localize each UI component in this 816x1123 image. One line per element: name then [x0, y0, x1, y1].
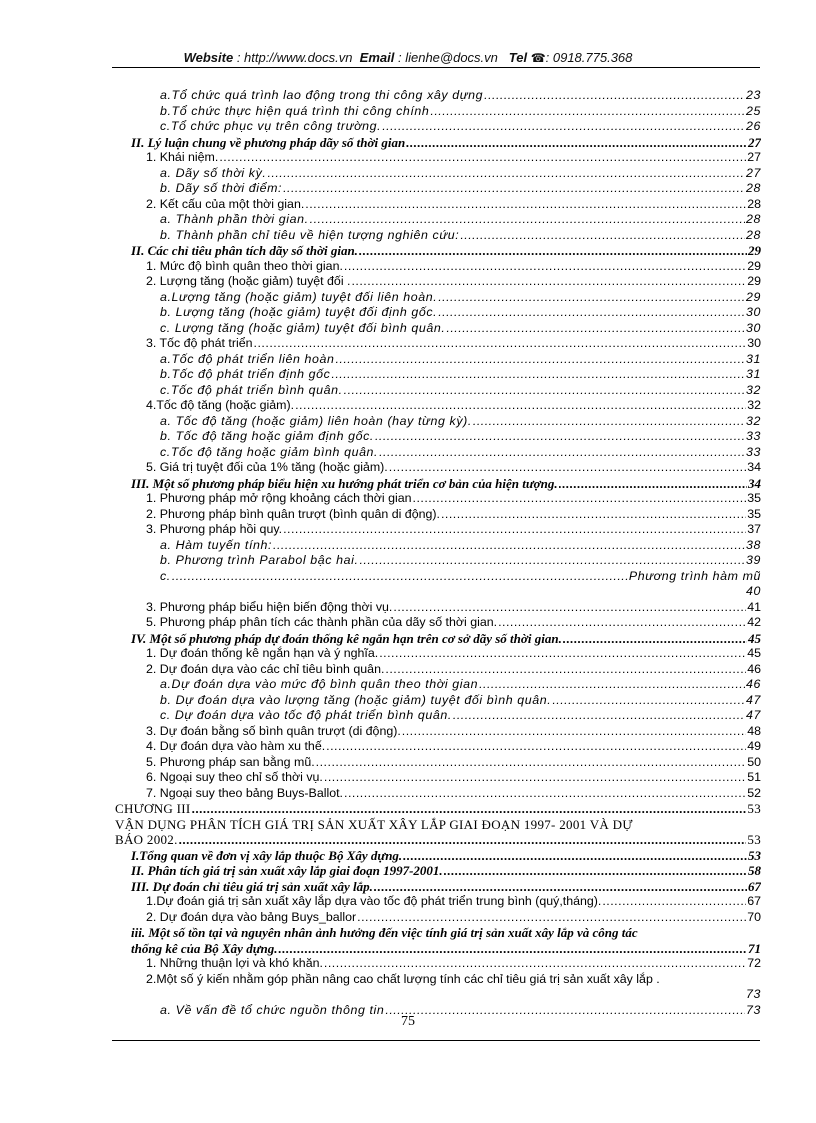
toc-entry [115, 522, 761, 538]
toc-entry [115, 181, 761, 197]
toc-entry [115, 135, 761, 151]
toc-entry-title: 2. Lượng tăng (hoặc giảm) tuyệt đối . [146, 274, 351, 288]
toc-leader-dots [441, 507, 746, 523]
toc-entry-title: 1. Phương pháp mở rộng khoảng cách thời gian [146, 491, 412, 505]
toc-leader-dots [552, 693, 745, 709]
toc-entry-title: 2. Dự đoán dựa vào bảng Buys_ballor [146, 909, 357, 924]
toc-entry [115, 321, 761, 337]
toc-leader-dots [563, 631, 747, 647]
toc-entry-title: VẬN DỤNG PHÂN TÍCH GIÁ TRỊ SẢN XUẤT XÂY LẮP GIAI ĐOẠN 1997- 2001 VÀ DỰ [115, 816, 633, 832]
toc-leader-dots [453, 708, 745, 724]
toc-leader-dots [359, 243, 747, 259]
toc-leader-dots [379, 646, 746, 662]
toc-leader-dots [267, 166, 745, 182]
toc-entry-page: 39 [746, 553, 761, 567]
toc-entry [115, 770, 761, 786]
toc-entry-page: Phương trình hàm mũ [628, 568, 761, 583]
toc-leader-dots [179, 832, 747, 848]
toc-leader-dots [172, 569, 628, 585]
toc-entry-page: 31 [746, 367, 761, 381]
toc-leader-dots [413, 491, 747, 507]
toc-entry-title: CHƯƠNG III [115, 801, 191, 816]
toc-entry-page: 34 [748, 475, 761, 491]
toc-entry-title: b. Lượng tăng (hoặc giảm) tuyệt đối định gốc. [160, 305, 438, 319]
toc-entry-title: a.Dự đoán dựa vào mức độ bình quân theo thời gian [160, 677, 479, 691]
toc-entry-page: 32 [747, 398, 761, 412]
toc-entry-page: 35 [747, 491, 761, 505]
toc-leader-dots [479, 677, 745, 693]
toc-leader-dots [602, 894, 746, 910]
toc-entry-title: 3. Tốc độ phát triển [146, 336, 253, 350]
page-header [0, 50, 816, 65]
toc-entry-page: 35 [747, 506, 761, 521]
toc-entry-page: 53 [747, 832, 761, 847]
toc-leader-dots [254, 336, 747, 352]
toc-entry [115, 646, 761, 662]
toc-entry-page: 67 [747, 894, 761, 908]
toc-entry [115, 848, 761, 864]
toc-entry [115, 631, 761, 647]
toc-entry-title: 2. Dự đoán dựa vào các chỉ tiêu bình quân. [146, 661, 385, 676]
toc-entry [115, 212, 761, 228]
toc-entry-page: 28 [746, 227, 761, 242]
toc-entry-page: 28 [746, 181, 761, 195]
toc-entry-title: BÁO 2002. [115, 832, 178, 847]
toc-entry-title: 3. Dự đoán bằng số bình quân trượt (di động). [146, 723, 401, 738]
toc-entry-title: a. Hàm tuyến tính: [160, 537, 273, 552]
toc-leader-dots [438, 290, 745, 306]
toc-entry [115, 786, 761, 802]
toc-entry-title: III. Một số phương pháp biểu hiện xu hướng phát triển cơ bản của hiện tượng. [131, 475, 558, 491]
website-label: Website [183, 50, 234, 65]
toc-entry-page: 45 [747, 646, 761, 660]
toc-entry-title: 4.Tốc độ tăng (hoặc giảm). [146, 398, 295, 412]
toc-entry [115, 801, 761, 817]
email-value: : lienhe@docs.vn [397, 50, 498, 65]
toc-leader-dots [357, 910, 746, 926]
toc-entry [115, 538, 761, 554]
toc-entry-title: a. Tốc độ tăng (hoặc giảm) liên hoàn (hay từng kỳ). [160, 413, 472, 428]
toc-entry-title: b. Phương trình Parabol bậc hai. [160, 553, 359, 567]
toc-entry-page: 70 [747, 909, 761, 924]
toc-entry-page: 29 [748, 243, 761, 258]
toc-entry-title: thống kê của Bộ Xây dựng. [131, 940, 278, 956]
toc-entry [115, 553, 761, 569]
toc-entry-title: b. Thành phần chỉ tiêu về hiện tượng nghiên cứu: [160, 227, 460, 242]
toc-entry [115, 615, 761, 631]
toc-entry-page: 32 [746, 413, 761, 428]
toc-entry-title: II. Phân tích giá trị sản xuất xây lắp giai đoạn 1997-2001. [131, 863, 443, 878]
toc-entry [115, 662, 761, 678]
toc-leader-dots [430, 104, 745, 120]
toc-entry [115, 863, 761, 879]
toc-entry-title: 5. Giá trị tuyệt đối của 1% tăng (hoặc giảm). [146, 460, 388, 474]
toc-leader-dots [283, 522, 746, 538]
toc-entry-title: a.Tốc độ phát triển liên hoàn [160, 351, 335, 366]
toc-entry-page: 29 [747, 274, 761, 288]
toc-entry-title: III. Dự đoán chỉ tiêu giá trị sản xuất xây lắp. [131, 878, 373, 894]
toc-entry [115, 724, 761, 740]
toc-entry-title: 1. Khái niệm. [146, 150, 219, 164]
toc-entry [115, 197, 761, 213]
toc-leader-dots [305, 197, 746, 213]
toc-entry [115, 569, 761, 585]
toc-entry-title: a. Dãy số thời kỳ. [160, 165, 267, 180]
toc-leader-dots [406, 135, 747, 151]
toc-entry [115, 336, 761, 352]
toc-entry-title: c.Tốc độ phát triển bình quân. [160, 382, 343, 397]
toc-entry-page: 33 [746, 444, 761, 459]
phone-icon: ☎ [530, 51, 546, 65]
toc-entry-page: 73 [746, 1002, 761, 1017]
toc-entry [115, 832, 761, 848]
toc-entry-title: II. Lý luận chung về phương pháp dãy số thời gian [131, 134, 406, 150]
toc-entry-page: 71 [748, 940, 761, 956]
toc-leader-dots [326, 739, 746, 755]
toc-entry-page: 23 [746, 88, 761, 102]
toc-entry [115, 584, 761, 600]
toc-leader-dots [310, 212, 745, 228]
tel-value: : 0918.775.368 [545, 50, 633, 65]
toc-entry-title: 7. Ngoại suy theo bảng Buys-Ballot. [146, 785, 343, 800]
toc-leader-dots [316, 755, 747, 771]
toc-entry-title: 5. Phương pháp phân tích các thành phần của dãy số thời gian. [146, 615, 498, 629]
toc-entry [115, 243, 761, 259]
toc-entry [115, 677, 761, 693]
toc-entry-title: 1. Mức độ bình quân theo thời gian. [146, 258, 343, 273]
toc-entry [115, 166, 761, 182]
toc-leader-dots [385, 662, 746, 678]
toc-entry [115, 88, 761, 104]
toc-entry-page: 48 [747, 723, 761, 738]
toc-leader-dots [382, 119, 745, 135]
toc-entry-title: c. [160, 568, 171, 583]
toc-leader-dots [295, 398, 746, 414]
toc-entry-page: 45 [748, 630, 761, 646]
toc-entry-page: 29 [746, 289, 761, 304]
toc-entry-page: 42 [747, 615, 761, 629]
toc-entry-page: 26 [746, 119, 761, 133]
toc-leader-dots [374, 879, 747, 895]
toc-entry-title: a. Thành phần thời gian. [160, 212, 309, 226]
toc-entry [115, 119, 761, 135]
toc-leader-dots [498, 615, 746, 631]
toc-entry-page: 73 [746, 987, 761, 1001]
toc-leader-dots [402, 724, 746, 740]
toc-entry [115, 414, 761, 430]
toc-entry [115, 894, 761, 910]
toc-entry-title: b.Tổ chức thực hiện quá trình thi công chính [160, 103, 430, 118]
toc-entry-page: 47 [746, 692, 761, 707]
toc-entry-title: 4. Dự đoán dựa vào hàm xu thế. [146, 739, 326, 753]
toc-leader-dots [344, 786, 746, 802]
toc-entry-title: 3. Phương pháp hồi quy. [146, 522, 283, 536]
website-value: : http://www.docs.vn [236, 50, 353, 65]
toc-leader-dots [473, 414, 745, 430]
toc-leader-dots [331, 367, 745, 383]
toc-entry [115, 460, 761, 476]
toc-entry-title: b.Tốc độ phát triển định gốc [160, 367, 331, 381]
toc-leader-dots [273, 538, 745, 554]
toc-entry-page: 31 [746, 351, 761, 366]
toc-entry-title: b. Tốc độ tăng hoặc giảm định gốc. [160, 429, 374, 443]
toc-entry [115, 755, 761, 771]
toc-entry-page: 28 [746, 212, 761, 226]
toc-leader-dots [219, 150, 746, 166]
toc-entry-title: c.Tổ chức phục vụ trên công trường. [160, 119, 382, 133]
tel-label: Tel [508, 50, 528, 65]
toc-entry-page: 27 [748, 134, 761, 150]
table-of-contents [115, 88, 761, 1018]
toc-entry-page: 30 [746, 305, 761, 319]
toc-entry [115, 104, 761, 120]
toc-entry-page: 58 [748, 863, 761, 878]
toc-entry-page: 47 [746, 708, 761, 722]
toc-entry [115, 259, 761, 275]
toc-leader-dots [393, 600, 746, 616]
toc-entry-title: 1. Dự đoán thống kê ngắn hạn và ý nghĩa. [146, 646, 379, 660]
toc-entry-page: 72 [747, 956, 761, 970]
toc-leader-dots [351, 274, 746, 290]
toc-entry-page: 30 [747, 336, 761, 350]
toc-entry [115, 879, 761, 895]
toc-entry [115, 445, 761, 461]
toc-entry-page: 53 [748, 847, 761, 863]
toc-entry-page: 27 [746, 165, 761, 180]
toc-entry-page: 37 [747, 522, 761, 536]
toc-entry-title: c.Tốc độ tăng hoặc giảm bình quân. [160, 444, 379, 459]
page-number: 75 [401, 1014, 415, 1029]
toc-entry-title: 2. Phương pháp bình quân trượt (bình quân di động). [146, 506, 440, 521]
toc-leader-dots [192, 801, 747, 817]
toc-entry-title: b. Dãy số thời điểm: [160, 181, 283, 195]
toc-entry-title: I.Tổng quan về đơn vị xây lắp thuộc Bộ Xây dựng. [131, 847, 403, 863]
toc-leader-dots [283, 181, 745, 197]
toc-entry-title: II. Các chỉ tiêu phân tích dãy số thời gian. [131, 243, 358, 258]
toc-leader-dots [324, 956, 746, 972]
toc-entry-page: 34 [747, 460, 761, 474]
toc-leader-dots [344, 383, 745, 399]
toc-entry-page: 40 [746, 584, 761, 598]
toc-entry [115, 507, 761, 523]
toc-entry [115, 150, 761, 166]
toc-leader-dots [444, 863, 747, 879]
toc-entry-title: c. Dự đoán dựa vào tốc độ phát triển bình quân. [160, 708, 452, 722]
toc-leader-dots [324, 770, 746, 786]
toc-entry [115, 941, 761, 957]
toc-leader-dots [359, 553, 745, 569]
toc-entry-page: 30 [746, 320, 761, 335]
toc-entry [115, 290, 761, 306]
toc-leader-dots [389, 460, 746, 476]
toc-entry [115, 352, 761, 368]
toc-entry-title: c. Lượng tăng (hoặc giảm) tuyệt đối bình quân. [160, 320, 446, 335]
toc-entry [115, 305, 761, 321]
toc-leader-dots [335, 352, 745, 368]
toc-entry [115, 956, 761, 972]
toc-entry [115, 739, 761, 755]
toc-leader-dots [344, 259, 746, 275]
toc-entry-page: 29 [747, 258, 761, 273]
toc-entry [115, 228, 761, 244]
toc-entry-title: a.Lượng tăng (hoặc giảm) tuyệt đối liên hoàn. [160, 289, 438, 304]
toc-entry-page: 53 [747, 801, 761, 816]
toc-entry [115, 491, 761, 507]
email-label: Email [359, 50, 395, 65]
toc-entry-page: 49 [747, 739, 761, 753]
toc-entry-title: 3. Phương pháp biểu hiện biến động thời vụ. [146, 599, 393, 614]
toc-entry-page: 46 [747, 661, 761, 676]
toc-entry-title: b. Dự đoán dựa vào lượng tăng (hoặc giảm) tuyệt đối bình quân. [160, 692, 552, 707]
toc-entry-page: 67 [748, 878, 761, 894]
toc-entry-title: a. Về vấn đề tổ chức nguồn thông tin [160, 1002, 385, 1017]
toc-entry [115, 693, 761, 709]
toc-entry-page: 28 [747, 196, 761, 211]
toc-entry-page: 41 [747, 599, 761, 614]
toc-entry-page: 51 [747, 770, 761, 784]
toc-entry-title: 5. Phương pháp san bằng mũ. [146, 754, 315, 769]
toc-entry [115, 972, 761, 988]
toc-entry [115, 383, 761, 399]
toc-leader-dots [403, 848, 747, 864]
toc-entry-title: a.Tổ chức quá trình lao động trong thi công xây dựng [160, 88, 484, 102]
toc-entry-title: 1.Dự đoán giá trị sản xuất xây lắp dựa vào tốc độ phát triển trung bình (quý,tháng). [146, 894, 602, 908]
toc-entry-page: 32 [746, 382, 761, 397]
toc-leader-dots [484, 88, 745, 104]
toc-entry-title: iii. Một số tồn tại và nguyên nhân ảnh hưởng đến việc tính giá trị sản xuất xây lắp và công tác [131, 925, 638, 940]
toc-entry [115, 987, 761, 1003]
toc-entry-title: 2.Một số ý kiến nhằm góp phần nâng cao chất lượng tính các chỉ tiêu giá trị sản xuất xây lắp . [146, 971, 660, 986]
toc-entry-page: 52 [747, 785, 761, 800]
toc-leader-dots [446, 321, 745, 337]
toc-entry [115, 817, 761, 833]
toc-leader-dots [460, 228, 745, 244]
toc-entry-title: 1. Những thuận lợi và khó khăn. [146, 956, 323, 970]
toc-entry-page: 38 [746, 537, 761, 552]
toc-entry-page: 46 [746, 677, 761, 691]
toc-entry-page: 25 [746, 103, 761, 118]
toc-entry-page: 33 [746, 429, 761, 443]
toc-entry [115, 708, 761, 724]
toc-entry-title: 2. Kết cấu của một thời gian. [146, 196, 305, 211]
toc-entry [115, 367, 761, 383]
toc-entry [115, 925, 761, 941]
toc-leader-dots [559, 476, 747, 492]
toc-entry [115, 274, 761, 290]
toc-entry [115, 476, 761, 492]
toc-entry-title: IV. Một số phương pháp dự đoán thống kê ngắn hạn trên cơ sở dãy số thời gian. [131, 630, 562, 646]
toc-entry [115, 398, 761, 414]
toc-entry-page: 27 [747, 150, 761, 164]
toc-entry-title: 6. Ngoại suy theo chỉ số thời vụ. [146, 770, 323, 784]
toc-entry [115, 600, 761, 616]
toc-entry [115, 910, 761, 926]
toc-leader-dots [379, 445, 745, 461]
toc-entry [115, 429, 761, 445]
toc-entry-page: 50 [747, 754, 761, 769]
toc-leader-dots [278, 941, 747, 957]
toc-leader-dots [438, 305, 745, 321]
toc-leader-dots [375, 429, 745, 445]
